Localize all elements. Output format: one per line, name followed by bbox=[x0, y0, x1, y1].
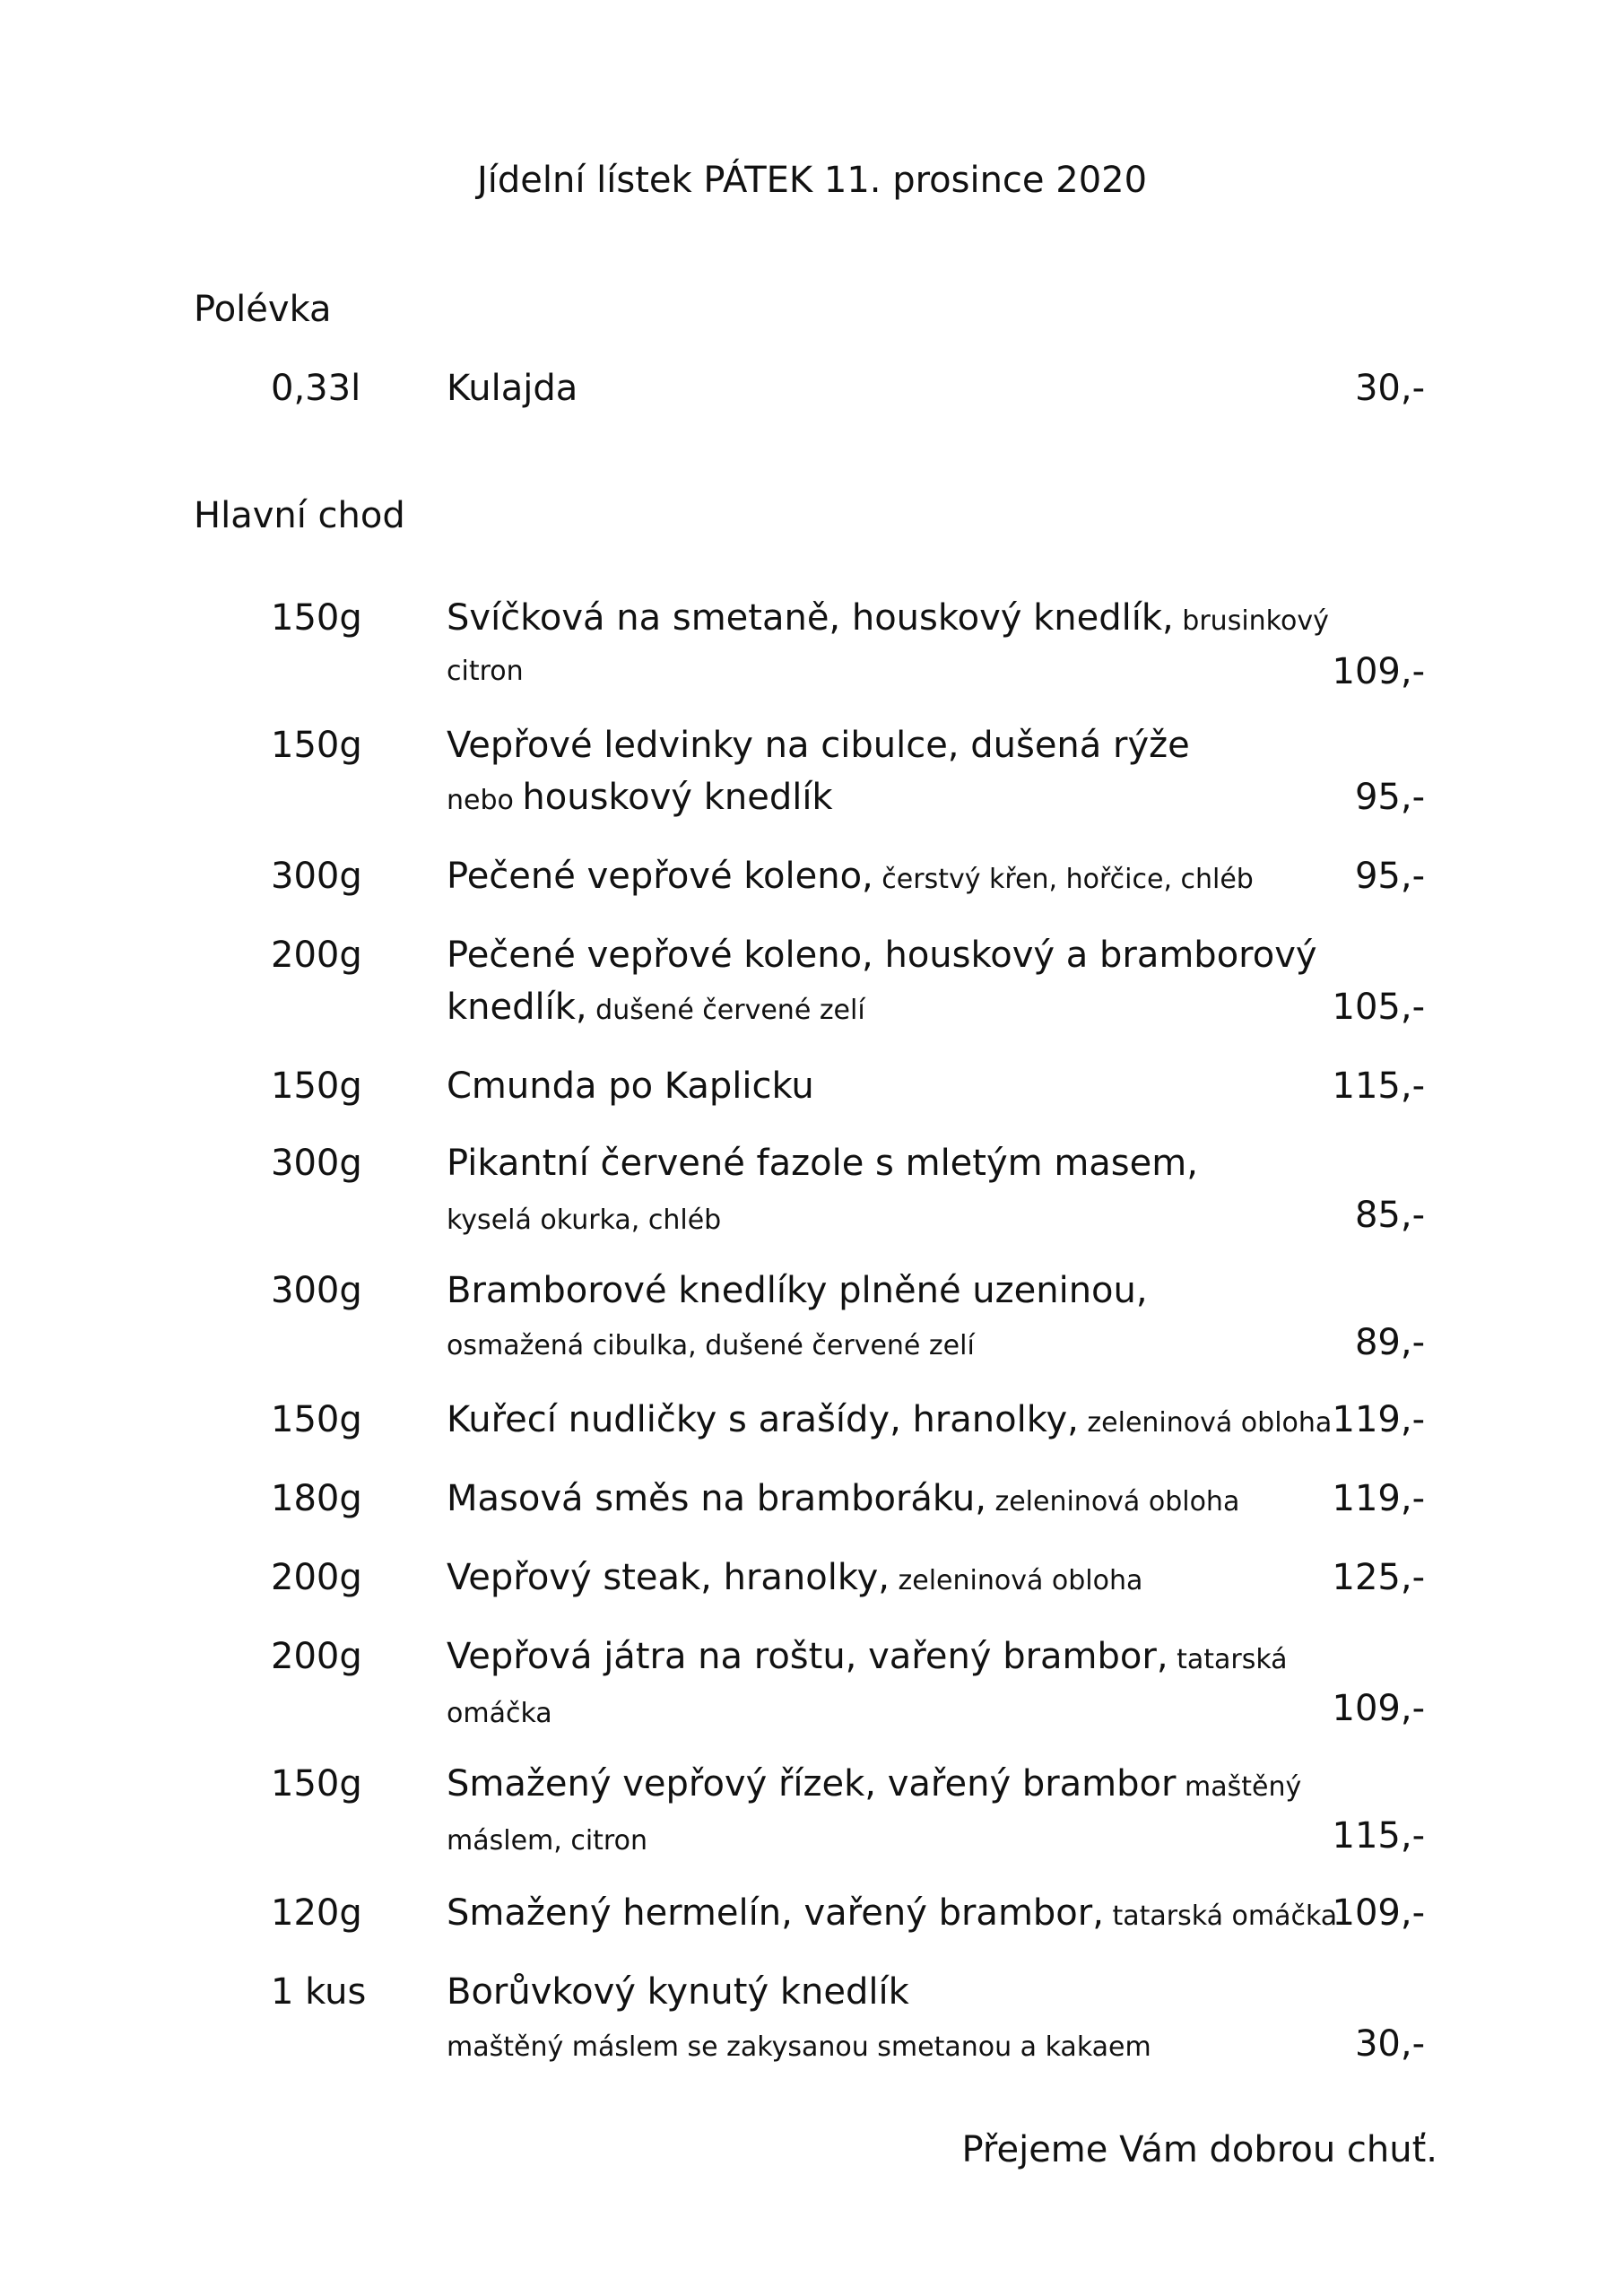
page-title: Jídelní lístek PÁTEK 11. prosince 2020 bbox=[476, 160, 1148, 201]
item-name: Vepřové ledvinky na cibulce, dušená rýže bbox=[447, 725, 1190, 766]
closing-message: Přejeme Vám dobrou chuť. bbox=[961, 2129, 1437, 2170]
item-name: Masová směs na bramboráku, bbox=[447, 1478, 986, 1519]
item-weight: 300g bbox=[271, 856, 362, 897]
item-side: tatarská bbox=[1168, 1644, 1288, 1675]
item-weight: 200g bbox=[271, 1636, 362, 1677]
item-weight: 120g bbox=[271, 1892, 362, 1934]
item-price: 85,- bbox=[1354, 1195, 1425, 1236]
item-price: 125,- bbox=[1332, 1557, 1425, 1598]
item-side: zeleninová obloha bbox=[1078, 1407, 1333, 1439]
item-name: Bramborové knedlíky plněné uzeninou, bbox=[447, 1270, 1148, 1311]
item-weight: 200g bbox=[271, 935, 362, 976]
item-price: 115,- bbox=[1332, 1065, 1425, 1107]
item-name: Cmunda po Kaplicku bbox=[447, 1065, 814, 1107]
item-name: Pečené vepřové koleno, houskový a bramborový bbox=[447, 935, 1317, 976]
item-weight: 150g bbox=[271, 597, 362, 639]
item-side: čerstvý křen, hořčice, chléb bbox=[873, 864, 1254, 895]
item-price: 119,- bbox=[1332, 1399, 1425, 1440]
item-side: maštěný bbox=[1176, 1771, 1302, 1803]
item-price: 119,- bbox=[1332, 1478, 1425, 1519]
item-side-line2: maštěný máslem se zakysanou smetanou a kakaem bbox=[447, 2031, 1151, 2063]
item-weight: 300g bbox=[271, 1270, 362, 1311]
item-side: tatarská omáčka bbox=[1103, 1900, 1338, 1932]
item-side: brusinkový bbox=[1173, 605, 1329, 637]
item-name: Smažený vepřový řízek, vařený brambor bbox=[447, 1763, 1177, 1805]
item-side-line2: citron bbox=[447, 656, 524, 687]
item-weight: 150g bbox=[271, 1763, 362, 1805]
item-weight: 150g bbox=[271, 1399, 362, 1440]
item-name: Smažený hermelín, vařený brambor, bbox=[447, 1892, 1104, 1934]
item-price: 109,- bbox=[1332, 651, 1425, 692]
item-weight: 150g bbox=[271, 725, 362, 766]
item-price: 105,- bbox=[1332, 987, 1425, 1028]
item-name-line2: knedlík, bbox=[447, 987, 587, 1028]
item-weight: 200g bbox=[271, 1557, 362, 1598]
item-side-line2: nebo bbox=[447, 785, 523, 816]
item-side: zeleninová obloha bbox=[986, 1486, 1240, 1518]
item-side-line2: dušené červené zelí bbox=[586, 995, 865, 1026]
item-side-line2: máslem, citron bbox=[447, 1825, 647, 1857]
item-side: zeleninová obloha bbox=[889, 1565, 1143, 1596]
item-side-line2: kyselá okurka, chléb bbox=[447, 1205, 722, 1236]
item-price: 115,- bbox=[1332, 1815, 1425, 1857]
item-name: Borůvkový kynutý knedlík bbox=[447, 1971, 909, 2013]
item-price: 95,- bbox=[1354, 856, 1425, 897]
item-price: 30,- bbox=[1354, 368, 1425, 409]
item-weight: 0,33l bbox=[271, 368, 361, 409]
item-side-line2: osmažená cibulka, dušené červené zelí bbox=[447, 1330, 975, 1361]
item-price: 109,- bbox=[1332, 1688, 1425, 1729]
item-name: Kuřecí nudličky s arašídy, hranolky, bbox=[447, 1399, 1079, 1440]
item-name: Pečené vepřové koleno, bbox=[447, 856, 873, 897]
item-name: Pikantní červené fazole s mletým masem, bbox=[447, 1143, 1198, 1184]
item-name-line2: houskový knedlík bbox=[522, 777, 833, 818]
item-name: Svíčková na smetaně, houskový knedlík, bbox=[447, 597, 1174, 639]
item-weight: 1 kus bbox=[271, 1971, 367, 2013]
item-name: Vepřová játra na roštu, vařený brambor, bbox=[447, 1636, 1168, 1677]
item-side-line2: omáčka bbox=[447, 1698, 552, 1729]
item-price: 95,- bbox=[1354, 777, 1425, 818]
item-weight: 150g bbox=[271, 1065, 362, 1107]
item-price: 89,- bbox=[1354, 1322, 1425, 1363]
item-name: Kulajda bbox=[447, 368, 578, 409]
item-name: Vepřový steak, hranolky, bbox=[447, 1557, 890, 1598]
section-heading-soup: Polévka bbox=[194, 289, 332, 330]
section-heading-main: Hlavní chod bbox=[194, 495, 405, 536]
item-name-line bbox=[447, 596, 1329, 644]
item-price: 109,- bbox=[1332, 1892, 1425, 1934]
item-weight: 180g bbox=[271, 1478, 362, 1519]
item-weight: 300g bbox=[271, 1143, 362, 1184]
item-price: 30,- bbox=[1354, 2023, 1425, 2065]
